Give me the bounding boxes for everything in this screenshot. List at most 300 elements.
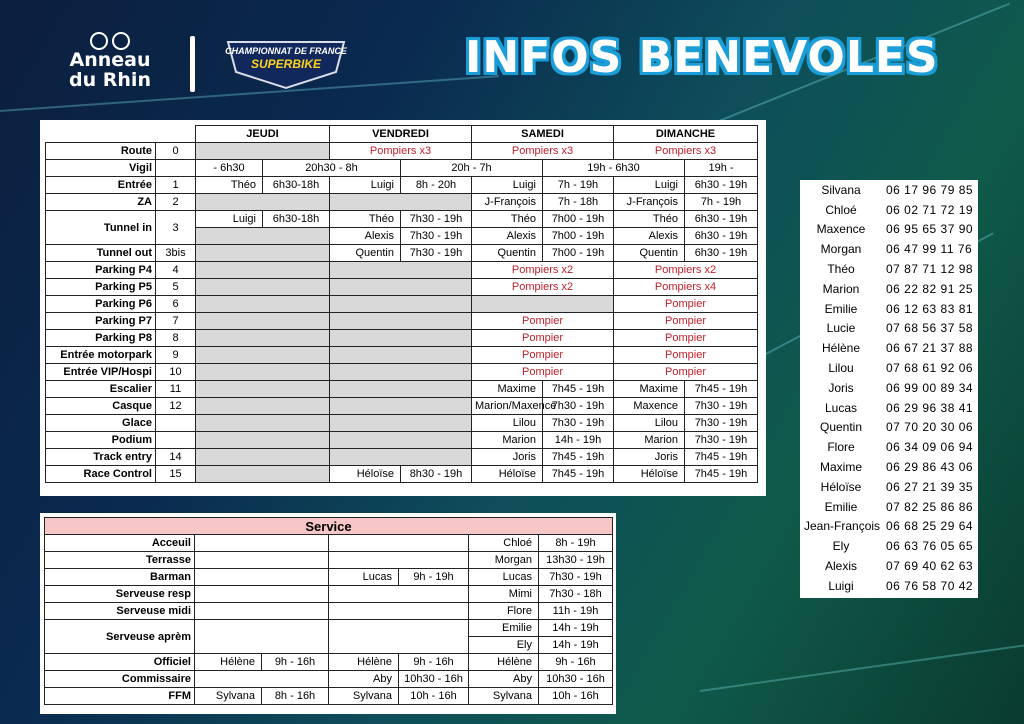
volunteer-time: 8h30 - 19h	[401, 466, 472, 483]
logo-emblem-icon	[80, 32, 140, 50]
volunteer-time: 6h30 - 19h	[685, 228, 758, 245]
contact-name: Emilie	[824, 301, 858, 316]
contact-row	[800, 378, 978, 398]
volunteer-time: 6h30 - 19h	[685, 245, 758, 262]
volunteer-name: J-François	[472, 194, 543, 211]
volunteer-time: 7h45 - 19h	[543, 449, 614, 466]
volunteer-time: 7h30 - 19h	[543, 415, 614, 432]
volunteer-time: 6h30 - 19h	[685, 211, 758, 228]
post-number: 8	[156, 330, 196, 347]
empty-cell	[472, 296, 614, 313]
assignment-cell: Pompier	[614, 330, 758, 347]
time-cell: - 6h30	[196, 160, 263, 177]
table-row	[46, 160, 758, 177]
post-label: Casque	[46, 398, 156, 415]
volunteer-time: 7h30 - 19h	[685, 432, 758, 449]
post-label: Glace	[46, 415, 156, 432]
empty-cell	[195, 552, 329, 569]
contact-name: Flore	[827, 440, 855, 455]
contacts-panel	[800, 180, 978, 598]
volunteer-time: 11h - 19h	[539, 603, 613, 620]
contact-row	[800, 279, 978, 299]
table-row	[46, 347, 758, 364]
empty-cell	[196, 381, 330, 398]
post-number: 3	[156, 211, 196, 245]
post-number	[156, 432, 196, 449]
contact-row	[800, 299, 978, 319]
service-label: Commissaire	[45, 671, 195, 688]
empty-cell	[330, 415, 472, 432]
volunteer-name: Joris	[614, 449, 685, 466]
volunteer-name: Marion/Maxence	[472, 398, 543, 415]
contact-name: Emilie	[824, 499, 858, 514]
table-row	[46, 211, 758, 228]
post-label: Tunnel in	[46, 211, 156, 245]
volunteer-name: Sylvana	[469, 688, 539, 705]
volunteer-name: Luigi	[196, 211, 263, 228]
service-label: Serveuse midi	[45, 603, 195, 620]
volunteer-name: Théo	[614, 211, 685, 228]
contact-phone: 06 76 58 70 42	[886, 578, 974, 593]
volunteer-time: 10h30 - 16h	[539, 671, 613, 688]
volunteer-schedule-table	[45, 125, 758, 483]
empty-cell	[196, 228, 330, 245]
volunteer-name: Luigi	[330, 177, 401, 194]
assignment-cell: Pompier	[472, 313, 614, 330]
service-label: Serveuse aprèm	[45, 620, 195, 654]
volunteer-name: Alexis	[614, 228, 685, 245]
page-title: INFOS BENEVOLES	[465, 32, 939, 83]
table-row	[45, 654, 613, 671]
contact-row	[800, 180, 978, 200]
contact-row	[800, 457, 978, 477]
volunteer-time: 9h - 16h	[539, 654, 613, 671]
volunteer-time: 8h - 20h	[401, 177, 472, 194]
empty-cell	[330, 398, 472, 415]
table-row	[45, 603, 613, 620]
empty-cell	[196, 432, 330, 449]
contact-name: Ely	[832, 539, 850, 554]
contact-name: Marion	[822, 281, 860, 296]
table-row	[46, 279, 758, 296]
contact-row	[800, 536, 978, 556]
logo-separator	[190, 36, 195, 92]
volunteer-time: 7h00 - 19h	[543, 211, 614, 228]
empty-cell	[195, 535, 329, 552]
table-row	[46, 330, 758, 347]
contact-row	[800, 556, 978, 576]
empty-cell	[196, 245, 330, 262]
volunteer-time: 7h30 - 19h	[401, 245, 472, 262]
championnat-superbike-badge	[224, 38, 348, 88]
contact-name: Luigi	[828, 578, 854, 593]
day-header: VENDREDI	[330, 126, 472, 143]
assignment-cell: Pompier	[472, 347, 614, 364]
contact-row	[800, 358, 978, 378]
post-number: 9	[156, 347, 196, 364]
contact-row	[800, 517, 978, 537]
post-label: Entrée motorpark	[46, 347, 156, 364]
contact-phone: 07 68 61 92 06	[886, 361, 974, 376]
post-label: Parking P4	[46, 262, 156, 279]
assignment-cell: Pompiers x2	[472, 262, 614, 279]
volunteer-name: J-François	[614, 194, 685, 211]
post-number: 10	[156, 364, 196, 381]
volunteer-name: Théo	[472, 211, 543, 228]
table-row	[45, 620, 613, 637]
table-row	[46, 194, 758, 211]
volunteer-name: Lucas	[329, 569, 399, 586]
empty-cell	[196, 296, 330, 313]
empty-cell	[196, 313, 330, 330]
volunteer-name: Luigi	[472, 177, 543, 194]
service-header-row	[45, 518, 613, 535]
day-header: JEUDI	[196, 126, 330, 143]
contact-row	[800, 398, 978, 418]
table-row	[46, 296, 758, 313]
assignment-cell: Pompier	[614, 364, 758, 381]
contact-phone: 06 68 25 29 64	[886, 519, 974, 534]
empty-cell	[195, 603, 329, 620]
contact-row	[800, 239, 978, 259]
table-row	[46, 245, 758, 262]
volunteer-time: 7h30 - 19h	[401, 228, 472, 245]
volunteer-name: Sylvana	[195, 688, 262, 705]
contact-name: Silvana	[821, 182, 861, 197]
post-label: Escalier	[46, 381, 156, 398]
contact-name: Alexis	[824, 559, 857, 574]
contact-phone: 06 12 63 83 81	[886, 301, 974, 316]
badge-line2: SUPERBIKE	[250, 57, 321, 71]
volunteer-name: Maxence	[614, 398, 685, 415]
contact-name: Théo	[827, 262, 855, 277]
empty-cell	[330, 313, 472, 330]
contact-phone: 07 69 40 62 63	[886, 559, 974, 574]
volunteer-name: Quentin	[472, 245, 543, 262]
contact-row	[800, 338, 978, 358]
volunteer-time: 6h30-18h	[263, 211, 330, 228]
table-row	[46, 262, 758, 279]
post-label: Parking P8	[46, 330, 156, 347]
contact-phone: 06 02 71 72 19	[886, 202, 974, 217]
empty-cell	[329, 552, 469, 569]
assignment-cell: Pompier	[472, 330, 614, 347]
post-label: ZA	[46, 194, 156, 211]
contact-name: Lucas	[824, 400, 858, 415]
post-label: Race Control	[46, 466, 156, 483]
contact-row	[800, 576, 978, 596]
post-number: 0	[156, 143, 196, 160]
contact-name: Morgan	[820, 242, 862, 257]
contact-row	[800, 418, 978, 438]
table-row	[46, 398, 758, 415]
empty-cell	[329, 620, 469, 654]
day-header: DIMANCHE	[614, 126, 758, 143]
contact-name: Maxime	[819, 460, 862, 475]
volunteer-time: 7h45 - 19h	[543, 381, 614, 398]
assignment-cell: Pompier	[614, 296, 758, 313]
contact-row	[800, 437, 978, 457]
service-label: Acceuil	[45, 535, 195, 552]
contact-row	[800, 259, 978, 279]
volunteer-time: 6h30-18h	[263, 177, 330, 194]
empty-cell	[196, 398, 330, 415]
volunteer-name: Morgan	[469, 552, 539, 569]
table-row	[45, 586, 613, 603]
service-label: Barman	[45, 569, 195, 586]
volunteer-time: 7h45 - 19h	[685, 381, 758, 398]
volunteer-time: 14h - 19h	[539, 637, 613, 654]
volunteer-name: Hélène	[469, 654, 539, 671]
empty-cell	[330, 296, 472, 313]
empty-cell	[196, 466, 330, 483]
post-number: 1	[156, 177, 196, 194]
empty-cell	[329, 586, 469, 603]
header-row	[46, 126, 758, 143]
volunteer-time: 8h - 16h	[262, 688, 329, 705]
table-row	[45, 535, 613, 552]
post-label: Podium	[46, 432, 156, 449]
volunteer-name: Marion	[614, 432, 685, 449]
volunteer-name: Ely	[469, 637, 539, 654]
contact-name: Chloé	[825, 202, 857, 217]
volunteer-time: 7h30 - 18h	[539, 586, 613, 603]
volunteer-name: Alexis	[472, 228, 543, 245]
day-header: SAMEDI	[472, 126, 614, 143]
volunteer-time: 9h - 19h	[399, 569, 469, 586]
volunteer-time: 10h30 - 16h	[399, 671, 469, 688]
volunteer-name: Emilie	[469, 620, 539, 637]
contact-phone: 06 17 96 79 85	[886, 182, 974, 197]
service-label: FFM	[45, 688, 195, 705]
volunteer-schedule-panel	[40, 120, 766, 496]
volunteer-time: 9h - 16h	[399, 654, 469, 671]
assignment-cell: Pompiers x4	[614, 279, 758, 296]
volunteer-name: Aby	[329, 671, 399, 688]
empty-cell	[195, 586, 329, 603]
contact-name: Jean-François	[804, 519, 881, 534]
empty-cell	[329, 535, 469, 552]
contact-phone: 07 68 56 37 58	[886, 321, 974, 336]
volunteer-name: Maxime	[614, 381, 685, 398]
service-label: Terrasse	[45, 552, 195, 569]
volunteer-time: 7h45 - 19h	[685, 449, 758, 466]
volunteer-name: Lilou	[614, 415, 685, 432]
contact-row	[800, 497, 978, 517]
table-row	[46, 313, 758, 330]
table-row	[45, 688, 613, 705]
volunteer-time: 7h - 18h	[543, 194, 614, 211]
volunteer-name: Quentin	[614, 245, 685, 262]
table-row	[46, 364, 758, 381]
contact-name: Lilou	[828, 361, 854, 376]
volunteer-name: Chloé	[469, 535, 539, 552]
empty-cell	[330, 364, 472, 381]
assignment-cell: Pompiers x3	[614, 143, 758, 160]
volunteer-time: 7h00 - 19h	[543, 245, 614, 262]
empty-cell	[196, 194, 330, 211]
time-cell: 20h - 7h	[401, 160, 543, 177]
post-number: 2	[156, 194, 196, 211]
contact-phone: 06 99 00 89 34	[886, 380, 974, 395]
volunteer-time: 7h30 - 19h	[401, 211, 472, 228]
assignment-cell: Pompier	[614, 313, 758, 330]
empty-cell	[329, 603, 469, 620]
volunteer-name: Héloïse	[472, 466, 543, 483]
empty-cell	[196, 279, 330, 296]
volunteer-time: 7h - 19h	[543, 177, 614, 194]
volunteer-time: 7h30 - 19h	[685, 398, 758, 415]
empty-cell	[330, 194, 472, 211]
empty-cell	[196, 143, 330, 160]
contact-phone: 06 27 21 39 35	[886, 479, 974, 494]
volunteer-time: 7h45 - 19h	[685, 466, 758, 483]
background-streak	[700, 644, 1024, 692]
contact-phone: 06 95 65 37 90	[886, 222, 974, 237]
volunteer-time: 14h - 19h	[543, 432, 614, 449]
contact-phone: 07 82 25 86 86	[886, 499, 974, 514]
logo-line1: Anneau	[69, 49, 151, 71]
volunteer-name: Théo	[196, 177, 263, 194]
contact-row	[800, 220, 978, 240]
table-row	[46, 432, 758, 449]
time-cell: 20h30 - 8h	[263, 160, 401, 177]
empty-cell	[195, 569, 329, 586]
contact-phone: 06 29 86 43 06	[886, 460, 974, 475]
assignment-cell: Pompiers x2	[614, 262, 758, 279]
empty-cell	[196, 415, 330, 432]
empty-cell	[330, 279, 472, 296]
table-row	[46, 449, 758, 466]
contact-phone: 06 63 76 05 65	[886, 539, 974, 554]
post-label: Parking P7	[46, 313, 156, 330]
volunteer-name: Joris	[472, 449, 543, 466]
assignment-cell: Pompiers x2	[472, 279, 614, 296]
assignment-cell: Pompier	[614, 347, 758, 364]
service-label: Officiel	[45, 654, 195, 671]
contact-row	[800, 200, 978, 220]
post-number: 11	[156, 381, 196, 398]
post-label: Vigil	[46, 160, 156, 177]
contact-name: Joris	[828, 380, 854, 395]
contact-row	[800, 477, 978, 497]
post-number: 12	[156, 398, 196, 415]
post-number: 5	[156, 279, 196, 296]
post-number: 6	[156, 296, 196, 313]
volunteer-name: Marion	[472, 432, 543, 449]
empty-cell	[195, 620, 329, 654]
contact-phone: 07 70 20 30 06	[886, 420, 974, 435]
volunteer-name: Quentin	[330, 245, 401, 262]
volunteer-name: Aby	[469, 671, 539, 688]
table-row	[46, 466, 758, 483]
table-row	[46, 381, 758, 398]
volunteer-time: 10h - 16h	[399, 688, 469, 705]
volunteer-time: 7h30 - 19h	[685, 415, 758, 432]
table-row	[46, 143, 758, 160]
contact-row	[800, 319, 978, 339]
volunteer-time: 10h - 16h	[539, 688, 613, 705]
empty-cell	[196, 449, 330, 466]
volunteer-name: Maxime	[472, 381, 543, 398]
volunteer-name: Sylvana	[329, 688, 399, 705]
contact-name: Maxence	[816, 222, 866, 237]
contact-phone: 06 34 09 06 94	[886, 440, 974, 455]
empty-cell	[330, 381, 472, 398]
table-row	[46, 177, 758, 194]
empty-cell	[196, 347, 330, 364]
empty-cell	[196, 364, 330, 381]
contact-name: Hélène	[821, 341, 861, 356]
contacts-table	[800, 180, 978, 596]
post-number: 3bis	[156, 245, 196, 262]
volunteer-name: Flore	[469, 603, 539, 620]
post-number: 14	[156, 449, 196, 466]
contact-phone: 07 87 71 12 98	[886, 262, 974, 277]
volunteer-time: 14h - 19h	[539, 620, 613, 637]
empty-cell	[330, 262, 472, 279]
empty-cell	[330, 449, 472, 466]
volunteer-name: Mimi	[469, 586, 539, 603]
volunteer-time: 7h30 - 19h	[543, 398, 614, 415]
post-label: Tunnel out	[46, 245, 156, 262]
empty-cell	[195, 671, 329, 688]
post-label: Entrée VIP/Hospi	[46, 364, 156, 381]
volunteer-time: 7h00 - 19h	[543, 228, 614, 245]
volunteer-time: 7h30 - 19h	[539, 569, 613, 586]
empty-cell	[330, 432, 472, 449]
empty-cell	[196, 262, 330, 279]
empty-cell	[330, 330, 472, 347]
post-number: 4	[156, 262, 196, 279]
contact-phone: 06 22 82 91 25	[886, 281, 974, 296]
post-number	[156, 415, 196, 432]
badge-line1: CHAMPIONNAT DE FRANCE	[225, 46, 347, 56]
volunteer-name: Héloïse	[330, 466, 401, 483]
assignment-cell: Pompier	[472, 364, 614, 381]
anneau-du-rhin-logo	[60, 32, 160, 94]
volunteer-name: Lucas	[469, 569, 539, 586]
volunteer-name: Alexis	[330, 228, 401, 245]
post-number	[156, 160, 196, 177]
assignment-cell: Pompiers x3	[330, 143, 472, 160]
volunteer-name: Lilou	[472, 415, 543, 432]
volunteer-time: 8h - 19h	[539, 535, 613, 552]
volunteer-time: 6h30 - 19h	[685, 177, 758, 194]
contact-phone: 06 29 96 38 41	[886, 400, 974, 415]
logo-line2: du Rhin	[69, 69, 151, 91]
service-table	[44, 517, 613, 705]
service-title: Service	[45, 518, 613, 535]
contact-phone: 06 47 99 11 76	[886, 242, 973, 257]
volunteer-time: 7h - 19h	[685, 194, 758, 211]
post-label: Parking P5	[46, 279, 156, 296]
post-label: Entrée	[46, 177, 156, 194]
contact-name: Lucie	[826, 321, 856, 336]
service-label: Serveuse resp	[45, 586, 195, 603]
assignment-cell: Pompiers x3	[472, 143, 614, 160]
table-row	[46, 415, 758, 432]
table-row	[45, 671, 613, 688]
contact-phone: 06 67 21 37 88	[886, 341, 974, 356]
service-panel	[40, 513, 616, 714]
post-label: Parking P6	[46, 296, 156, 313]
time-cell: 19h -	[685, 160, 758, 177]
table-row	[45, 569, 613, 586]
contact-name: Quentin	[819, 420, 863, 435]
volunteer-time: 9h - 16h	[262, 654, 329, 671]
empty-cell	[196, 330, 330, 347]
